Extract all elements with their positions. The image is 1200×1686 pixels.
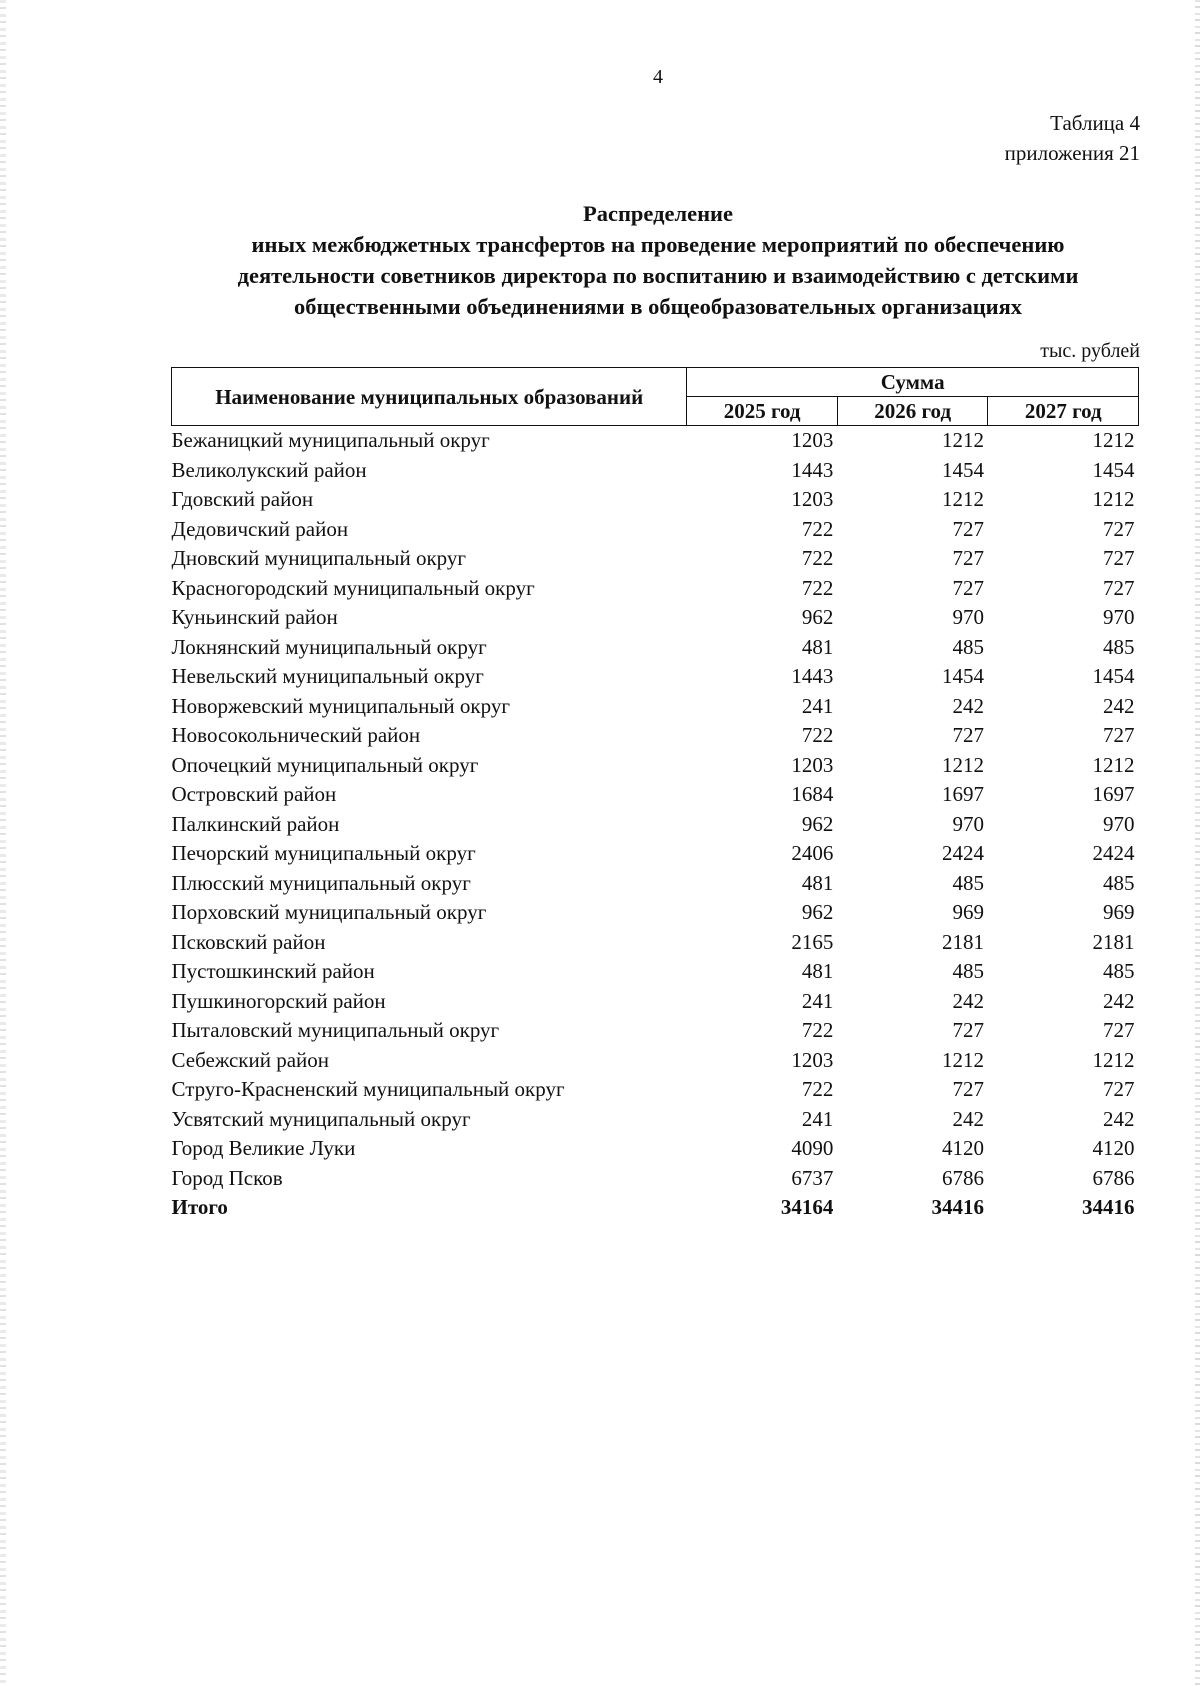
amount-2025: 1684	[791, 782, 834, 806]
amount-2025: 962	[801, 605, 834, 629]
table-row	[172, 928, 1139, 958]
municipality-name: Гдовский район	[171, 487, 314, 511]
amount-2027: 1212	[1092, 428, 1135, 452]
amount-2027: 727	[1103, 1077, 1135, 1101]
amount-2025: 241	[801, 693, 834, 718]
table-row	[172, 662, 1139, 692]
municipality-name: Пыталовский муниципальный округ	[171, 1018, 500, 1042]
amount-2026: 485	[952, 634, 984, 659]
amount-2026: 1454	[941, 457, 984, 482]
amount-2025: 1203	[791, 1047, 834, 1072]
amount-2027: 4120	[1092, 1136, 1135, 1160]
municipality-name: Струго-Красненский муниципальный округ	[171, 1077, 565, 1101]
amount-2027: 242	[1103, 693, 1135, 718]
title-line2: иных межбюджетных трансфертов на проведение мероприятий по обеспечению	[251, 232, 1065, 257]
municipality-name: Печорский муниципальный округ	[171, 841, 476, 865]
table-row	[172, 987, 1139, 1017]
total-2025: 34164	[780, 1195, 834, 1219]
table-reference-line2: приложения 21	[1004, 141, 1140, 165]
table-row	[172, 544, 1139, 574]
column-header-name: Наименование муниципальных образований	[172, 368, 687, 426]
title-line1: Распределение	[582, 201, 734, 226]
table-row	[172, 839, 1139, 869]
amount-2027: 970	[1103, 811, 1135, 836]
amount-2027: 969	[1103, 900, 1135, 924]
municipality-name: Дедовичский район	[171, 516, 349, 541]
table-row	[172, 1105, 1139, 1135]
municipality-name: Палкинский район	[171, 811, 340, 836]
table-row	[172, 603, 1139, 633]
amount-2027: 1212	[1092, 487, 1135, 511]
amount-2026: 727	[952, 1077, 984, 1101]
amount-2027: 485	[1103, 959, 1135, 983]
amount-2026: 727	[952, 575, 984, 600]
amount-2025: 2165	[791, 929, 834, 954]
municipality-name: Порховский муниципальный округ	[171, 900, 487, 924]
table-row	[172, 515, 1139, 545]
amount-2026: 2424	[941, 841, 984, 865]
municipality-name: Усвятский муниципальный округ	[171, 1106, 471, 1131]
document-title	[0, 198, 1200, 322]
municipality-name: Новосокольнический район	[171, 723, 421, 747]
amount-2027: 970	[1103, 605, 1135, 629]
amount-2026: 1212	[941, 428, 984, 452]
amount-2027: 242	[1103, 988, 1135, 1013]
amount-2025: 481	[801, 959, 834, 983]
amount-2025: 481	[801, 634, 834, 659]
table-total-row	[172, 1193, 1139, 1223]
column-header-2027: 2027 год	[988, 397, 1139, 426]
amount-2025: 962	[801, 900, 834, 924]
municipality-name: Локнянский муниципальный округ	[171, 634, 487, 659]
total-label: Итого	[171, 1195, 228, 1219]
amount-2025: 4090	[791, 1136, 834, 1160]
municipality-name: Опочецкий муниципальный округ	[171, 752, 479, 777]
municipality-name: Невельский муниципальный округ	[171, 664, 484, 688]
municipality-name: Куньинский район	[171, 605, 338, 629]
amount-2027: 485	[1103, 634, 1135, 659]
amount-2025: 6737	[791, 1165, 834, 1190]
amount-2026: 1212	[941, 1047, 984, 1072]
table-row	[172, 898, 1139, 928]
amount-2025: 241	[801, 988, 834, 1013]
table-row	[172, 574, 1139, 604]
amount-2026: 4120	[941, 1136, 984, 1160]
amount-2026: 485	[952, 959, 984, 983]
amount-2026: 242	[952, 693, 984, 718]
table-row	[172, 485, 1139, 515]
table-row	[172, 869, 1139, 899]
amount-2026: 2181	[941, 929, 984, 954]
municipality-name: Город Великие Луки	[171, 1136, 356, 1160]
amount-2027: 727	[1103, 575, 1135, 600]
amount-2027: 1454	[1092, 664, 1135, 688]
municipality-name: Себежский район	[171, 1047, 329, 1072]
amount-2025: 241	[801, 1106, 834, 1131]
table-row	[172, 633, 1139, 663]
table-row	[172, 1164, 1139, 1194]
table-row	[172, 1046, 1139, 1076]
amount-2027: 2181	[1092, 929, 1135, 954]
amount-2025: 1203	[791, 487, 834, 511]
header-row-1	[172, 368, 1139, 397]
municipality-name: Плюсский муниципальный округ	[171, 870, 471, 895]
table-row	[172, 780, 1139, 810]
amount-2025: 722	[801, 516, 834, 541]
table-header	[172, 368, 1139, 426]
amount-2025: 722	[801, 575, 834, 600]
amount-2025: 1203	[791, 752, 834, 777]
table-row	[172, 721, 1139, 751]
municipality-name: Дновский муниципальный округ	[171, 546, 467, 570]
amount-2025: 1443	[791, 457, 834, 482]
amount-2026: 970	[952, 605, 984, 629]
title-line4: общественными объединениями в общеобразовательных организациях	[293, 294, 1023, 319]
table-reference-line1: Таблица 4	[1050, 111, 1140, 135]
municipality-name: Красногородский муниципальный округ	[171, 575, 535, 600]
amount-2026: 6786	[941, 1165, 984, 1190]
amount-2025: 722	[801, 546, 834, 570]
amount-2027: 485	[1103, 870, 1135, 895]
table-row	[172, 810, 1139, 840]
amount-2027: 242	[1103, 1106, 1135, 1131]
title-line3: деятельности советников директора по воспитанию и взаимодействию с детскими	[237, 263, 1079, 288]
amount-2026: 242	[952, 988, 984, 1013]
amount-2026: 1212	[941, 487, 984, 511]
municipality-name: Город Псков	[171, 1165, 283, 1190]
amount-2026: 727	[952, 723, 984, 747]
amount-2027: 1454	[1092, 457, 1135, 482]
amount-2027: 727	[1103, 723, 1135, 747]
table-row	[172, 751, 1139, 781]
amount-2027: 6786	[1092, 1165, 1135, 1190]
municipality-name: Пустошкинский район	[171, 959, 375, 983]
table-row	[172, 1075, 1139, 1105]
table-row	[172, 1016, 1139, 1046]
municipality-name: Псковский район	[171, 929, 326, 954]
amount-2026: 969	[952, 900, 984, 924]
municipality-name: Великолукский район	[171, 457, 367, 482]
amount-2025: 1203	[791, 428, 834, 452]
units-label: тыс. рублей	[1040, 340, 1140, 362]
amount-2025: 962	[801, 811, 834, 836]
amount-2026: 727	[952, 546, 984, 570]
amount-2026: 727	[952, 516, 984, 541]
column-header-2026: 2026 год	[837, 397, 988, 426]
amount-2025: 722	[801, 1077, 834, 1101]
municipality-name: Новоржевский муниципальный округ	[171, 693, 510, 718]
table-row	[172, 456, 1139, 486]
amount-2026: 1212	[941, 752, 984, 777]
amount-2027: 727	[1103, 1018, 1135, 1042]
page-number: 4	[653, 66, 663, 88]
column-header-2025: 2025 год	[687, 397, 838, 426]
amount-2026: 1697	[941, 782, 984, 806]
table-row	[172, 1134, 1139, 1164]
municipality-name: Островский район	[171, 782, 337, 806]
total-2026: 34416	[931, 1195, 984, 1219]
table-body	[172, 426, 1139, 1223]
amount-2027: 727	[1103, 516, 1135, 541]
amount-2027: 727	[1103, 546, 1135, 570]
total-2027: 34416	[1082, 1195, 1135, 1219]
table-reference	[1005, 108, 1140, 168]
table-row	[172, 957, 1139, 987]
column-header-sum: Сумма	[687, 368, 1139, 397]
amount-2026: 485	[952, 870, 984, 895]
amount-2026: 242	[952, 1106, 984, 1131]
municipality-name: Бежаницкий муниципальный округ	[171, 428, 490, 452]
amount-2027: 1212	[1092, 752, 1135, 777]
table-row	[172, 426, 1139, 456]
amount-2026: 1454	[941, 664, 984, 688]
amount-2025: 722	[801, 723, 834, 747]
municipality-name: Пушкиногорский район	[171, 988, 386, 1013]
amount-2026: 727	[952, 1018, 984, 1042]
amount-2027: 2424	[1092, 841, 1135, 865]
amount-2025: 722	[801, 1018, 834, 1042]
table-row	[172, 692, 1139, 722]
amount-2027: 1212	[1092, 1047, 1135, 1072]
transfers-table	[171, 367, 1139, 1223]
amount-2026: 970	[952, 811, 984, 836]
amount-2025: 481	[801, 870, 834, 895]
amount-2027: 1697	[1092, 782, 1135, 806]
amount-2025: 2406	[791, 841, 834, 865]
amount-2025: 1443	[791, 664, 834, 688]
